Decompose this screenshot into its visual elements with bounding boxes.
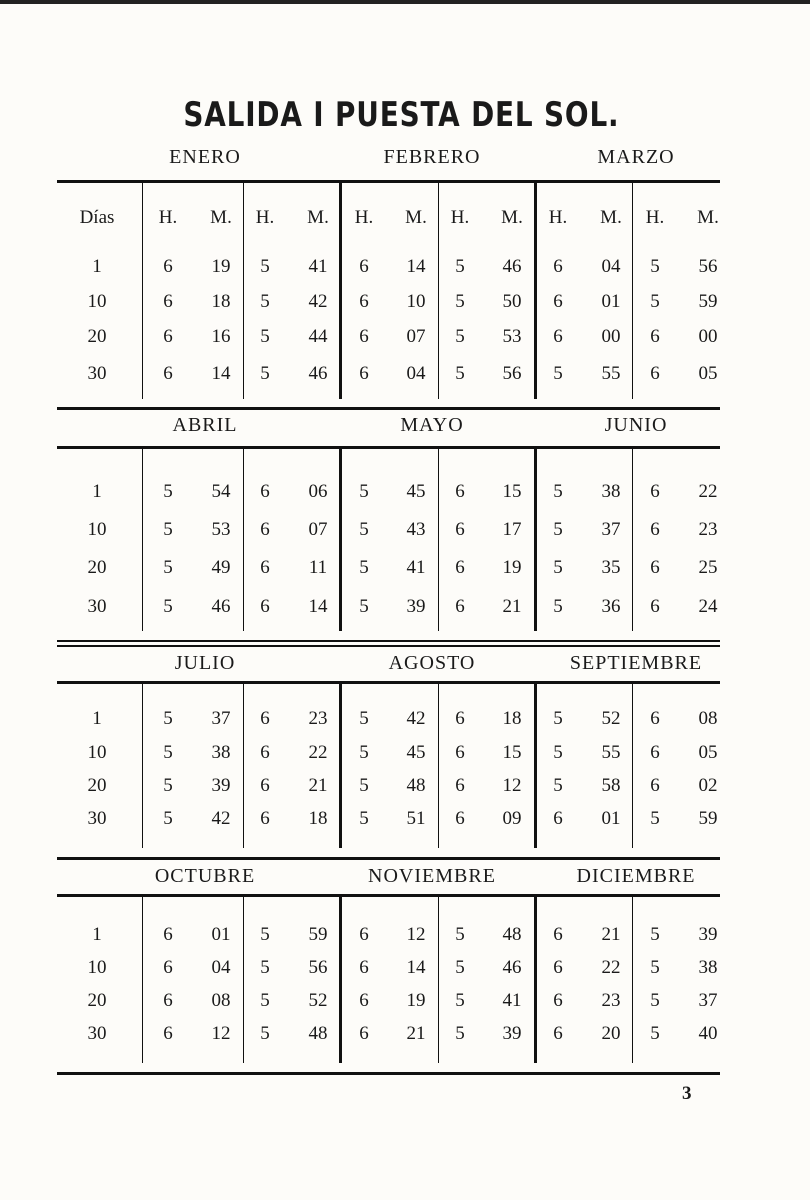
time-value: 12 bbox=[406, 924, 426, 945]
time-value: 5 bbox=[260, 363, 270, 384]
time-value: 35 bbox=[601, 557, 621, 578]
time-value: 56 bbox=[502, 363, 522, 384]
time-value: 10 bbox=[406, 291, 426, 312]
day-label: 20 bbox=[87, 990, 107, 1011]
time-value: 6 bbox=[553, 924, 563, 945]
time-value: 18 bbox=[502, 708, 522, 729]
time-value: 53 bbox=[211, 519, 231, 540]
day-label: 10 bbox=[87, 291, 107, 312]
time-value: 05 bbox=[698, 742, 718, 763]
time-value: 6 bbox=[260, 481, 270, 502]
time-value: 6 bbox=[359, 957, 369, 978]
time-value: 53 bbox=[502, 326, 522, 347]
time-value: 01 bbox=[601, 808, 621, 829]
day-label: 1 bbox=[92, 708, 102, 729]
column-header: H. bbox=[158, 207, 178, 228]
time-value: 19 bbox=[502, 557, 522, 578]
time-value: 07 bbox=[308, 519, 328, 540]
column-header: M. bbox=[600, 207, 622, 228]
time-value: 59 bbox=[308, 924, 328, 945]
time-value: 55 bbox=[601, 742, 621, 763]
time-value: 23 bbox=[308, 708, 328, 729]
time-value: 12 bbox=[502, 775, 522, 796]
time-value: 6 bbox=[260, 557, 270, 578]
page-number: 3 bbox=[682, 1083, 692, 1104]
time-value: 25 bbox=[698, 557, 718, 578]
month-label: JUNIO bbox=[604, 414, 668, 436]
time-value: 5 bbox=[650, 808, 660, 829]
column-header: H. bbox=[645, 207, 665, 228]
page-title: SALIDA I PUESTA DEL SOL. bbox=[183, 95, 620, 135]
time-value: 41 bbox=[308, 256, 328, 277]
time-value: 22 bbox=[601, 957, 621, 978]
time-value: 5 bbox=[553, 557, 563, 578]
time-value: 46 bbox=[211, 596, 231, 617]
time-value: 5 bbox=[359, 519, 369, 540]
time-value: 5 bbox=[163, 596, 173, 617]
time-value: 45 bbox=[406, 481, 426, 502]
time-value: 01 bbox=[601, 291, 621, 312]
time-value: 19 bbox=[211, 256, 231, 277]
time-value: 24 bbox=[698, 596, 718, 617]
time-value: 5 bbox=[455, 256, 465, 277]
time-value: 6 bbox=[650, 557, 660, 578]
column-header: M. bbox=[405, 207, 427, 228]
time-value: 21 bbox=[406, 1023, 426, 1044]
time-value: 59 bbox=[698, 808, 718, 829]
month-label: AGOSTO bbox=[388, 652, 476, 674]
time-value: 6 bbox=[163, 256, 173, 277]
time-value: 06 bbox=[308, 481, 328, 502]
time-value: 04 bbox=[211, 957, 231, 978]
time-value: 5 bbox=[359, 808, 369, 829]
month-label: SEPTIEMBRE bbox=[569, 652, 703, 674]
time-value: 5 bbox=[359, 708, 369, 729]
time-value: 39 bbox=[406, 596, 426, 617]
time-value: 40 bbox=[698, 1023, 718, 1044]
time-value: 5 bbox=[163, 481, 173, 502]
time-value: 6 bbox=[260, 519, 270, 540]
section-top-rule bbox=[57, 894, 720, 897]
time-value: 18 bbox=[308, 808, 328, 829]
time-value: 12 bbox=[211, 1023, 231, 1044]
time-value: 6 bbox=[650, 326, 660, 347]
time-value: 6 bbox=[455, 808, 465, 829]
time-value: 46 bbox=[502, 256, 522, 277]
month-label: OCTUBRE bbox=[154, 865, 256, 887]
day-label: 1 bbox=[92, 924, 102, 945]
month-label: NOVIEMBRE bbox=[368, 865, 496, 887]
time-value: 54 bbox=[211, 481, 231, 502]
time-value: 01 bbox=[211, 924, 231, 945]
time-value: 14 bbox=[211, 363, 231, 384]
time-value: 6 bbox=[650, 519, 660, 540]
time-value: 6 bbox=[359, 990, 369, 1011]
time-value: 6 bbox=[260, 708, 270, 729]
column-header: H. bbox=[450, 207, 470, 228]
time-value: 04 bbox=[601, 256, 621, 277]
time-value: 49 bbox=[211, 557, 231, 578]
time-value: 11 bbox=[308, 557, 328, 578]
time-value: 5 bbox=[650, 990, 660, 1011]
time-value: 22 bbox=[698, 481, 718, 502]
time-value: 02 bbox=[698, 775, 718, 796]
month-label: MARZO bbox=[597, 146, 675, 168]
time-value: 20 bbox=[601, 1023, 621, 1044]
time-value: 00 bbox=[698, 326, 718, 347]
time-value: 23 bbox=[698, 519, 718, 540]
time-value: 6 bbox=[455, 481, 465, 502]
time-value: 5 bbox=[359, 557, 369, 578]
time-value: 5 bbox=[163, 557, 173, 578]
column-header-days: Días bbox=[79, 207, 115, 228]
time-value: 38 bbox=[698, 957, 718, 978]
time-value: 6 bbox=[359, 363, 369, 384]
time-value: 39 bbox=[502, 1023, 522, 1044]
time-value: 5 bbox=[163, 775, 173, 796]
month-label: MAYO bbox=[400, 414, 464, 436]
time-value: 21 bbox=[601, 924, 621, 945]
month-label: ENERO bbox=[169, 146, 241, 168]
time-value: 05 bbox=[698, 363, 718, 384]
time-value: 00 bbox=[601, 326, 621, 347]
time-value: 44 bbox=[308, 326, 328, 347]
time-value: 6 bbox=[163, 363, 173, 384]
time-value: 50 bbox=[502, 291, 522, 312]
time-value: 38 bbox=[601, 481, 621, 502]
time-value: 14 bbox=[406, 957, 426, 978]
time-value: 5 bbox=[163, 742, 173, 763]
time-value: 5 bbox=[455, 291, 465, 312]
time-value: 6 bbox=[650, 742, 660, 763]
time-value: 42 bbox=[308, 291, 328, 312]
time-value: 39 bbox=[698, 924, 718, 945]
time-value: 04 bbox=[406, 363, 426, 384]
time-value: 5 bbox=[650, 957, 660, 978]
time-value: 6 bbox=[260, 742, 270, 763]
month-label: DICIEMBRE bbox=[576, 865, 696, 887]
time-value: 52 bbox=[601, 708, 621, 729]
time-value: 39 bbox=[211, 775, 231, 796]
time-value: 6 bbox=[260, 775, 270, 796]
time-value: 6 bbox=[553, 256, 563, 277]
time-value: 36 bbox=[601, 596, 621, 617]
column-header: H. bbox=[354, 207, 374, 228]
time-value: 23 bbox=[601, 990, 621, 1011]
time-value: 6 bbox=[553, 326, 563, 347]
time-value: 6 bbox=[163, 924, 173, 945]
time-value: 22 bbox=[308, 742, 328, 763]
time-value: 5 bbox=[455, 363, 465, 384]
time-value: 15 bbox=[502, 742, 522, 763]
time-value: 6 bbox=[553, 291, 563, 312]
time-value: 6 bbox=[455, 742, 465, 763]
time-value: 5 bbox=[260, 326, 270, 347]
time-value: 6 bbox=[455, 557, 465, 578]
time-value: 5 bbox=[553, 596, 563, 617]
section-bottom-rule bbox=[57, 1072, 720, 1075]
time-value: 6 bbox=[553, 1023, 563, 1044]
time-value: 5 bbox=[553, 742, 563, 763]
time-value: 6 bbox=[650, 363, 660, 384]
time-value: 5 bbox=[455, 1023, 465, 1044]
column-header: M. bbox=[501, 207, 523, 228]
section-separator-rule bbox=[57, 858, 720, 860]
time-value: 5 bbox=[650, 256, 660, 277]
time-value: 5 bbox=[163, 519, 173, 540]
time-value: 5 bbox=[553, 708, 563, 729]
time-value: 07 bbox=[406, 326, 426, 347]
time-value: 59 bbox=[698, 291, 718, 312]
day-label: 30 bbox=[87, 808, 107, 829]
time-value: 6 bbox=[359, 291, 369, 312]
time-value: 42 bbox=[406, 708, 426, 729]
day-label: 1 bbox=[92, 256, 102, 277]
time-value: 5 bbox=[455, 326, 465, 347]
time-value: 46 bbox=[502, 957, 522, 978]
section-top-rule bbox=[57, 446, 720, 449]
time-value: 6 bbox=[260, 596, 270, 617]
time-value: 5 bbox=[650, 924, 660, 945]
section-separator-rule bbox=[57, 407, 720, 409]
time-value: 58 bbox=[601, 775, 621, 796]
time-value: 38 bbox=[211, 742, 231, 763]
column-header: M. bbox=[307, 207, 329, 228]
time-value: 46 bbox=[308, 363, 328, 384]
time-value: 21 bbox=[502, 596, 522, 617]
time-value: 6 bbox=[553, 990, 563, 1011]
time-value: 6 bbox=[553, 808, 563, 829]
time-value: 6 bbox=[359, 924, 369, 945]
time-value: 6 bbox=[163, 291, 173, 312]
month-label: JULIO bbox=[174, 652, 236, 674]
day-label: 10 bbox=[87, 957, 107, 978]
column-header: M. bbox=[697, 207, 719, 228]
time-value: 5 bbox=[650, 1023, 660, 1044]
time-value: 6 bbox=[359, 256, 369, 277]
time-value: 5 bbox=[359, 775, 369, 796]
time-value: 6 bbox=[455, 708, 465, 729]
time-value: 5 bbox=[260, 1023, 270, 1044]
column-header: H. bbox=[548, 207, 568, 228]
time-value: 5 bbox=[260, 256, 270, 277]
time-value: 5 bbox=[553, 363, 563, 384]
time-value: 6 bbox=[650, 481, 660, 502]
time-value: 43 bbox=[406, 519, 426, 540]
time-value: 37 bbox=[698, 990, 718, 1011]
time-value: 6 bbox=[163, 990, 173, 1011]
time-value: 55 bbox=[601, 363, 621, 384]
time-value: 41 bbox=[406, 557, 426, 578]
time-value: 6 bbox=[359, 326, 369, 347]
time-value: 37 bbox=[211, 708, 231, 729]
time-value: 5 bbox=[260, 957, 270, 978]
time-value: 6 bbox=[163, 1023, 173, 1044]
time-value: 6 bbox=[455, 596, 465, 617]
time-value: 21 bbox=[308, 775, 328, 796]
time-value: 6 bbox=[359, 1023, 369, 1044]
section-separator-rule bbox=[57, 645, 720, 647]
time-value: 14 bbox=[308, 596, 328, 617]
time-value: 48 bbox=[308, 1023, 328, 1044]
section-bottom-rule bbox=[57, 640, 720, 642]
time-value: 5 bbox=[163, 708, 173, 729]
time-value: 45 bbox=[406, 742, 426, 763]
day-label: 1 bbox=[92, 481, 102, 502]
day-label: 10 bbox=[87, 519, 107, 540]
time-value: 5 bbox=[455, 957, 465, 978]
month-label: FEBRERO bbox=[383, 146, 481, 168]
day-label: 20 bbox=[87, 557, 107, 578]
day-label: 20 bbox=[87, 775, 107, 796]
time-value: 41 bbox=[502, 990, 522, 1011]
time-value: 5 bbox=[163, 808, 173, 829]
time-value: 56 bbox=[698, 256, 718, 277]
day-label: 10 bbox=[87, 742, 107, 763]
time-value: 6 bbox=[553, 957, 563, 978]
time-value: 14 bbox=[406, 256, 426, 277]
time-value: 6 bbox=[163, 957, 173, 978]
time-value: 48 bbox=[406, 775, 426, 796]
time-value: 15 bbox=[502, 481, 522, 502]
time-value: 48 bbox=[502, 924, 522, 945]
time-value: 5 bbox=[455, 924, 465, 945]
time-value: 19 bbox=[406, 990, 426, 1011]
time-value: 6 bbox=[455, 519, 465, 540]
time-value: 08 bbox=[698, 708, 718, 729]
time-value: 5 bbox=[359, 742, 369, 763]
time-value: 6 bbox=[650, 775, 660, 796]
time-value: 16 bbox=[211, 326, 231, 347]
time-value: 5 bbox=[260, 924, 270, 945]
time-value: 6 bbox=[650, 596, 660, 617]
time-value: 5 bbox=[359, 481, 369, 502]
month-label: ABRIL bbox=[172, 414, 238, 436]
time-value: 18 bbox=[211, 291, 231, 312]
column-header: M. bbox=[210, 207, 232, 228]
time-value: 08 bbox=[211, 990, 231, 1011]
day-label: 30 bbox=[87, 1023, 107, 1044]
day-label: 30 bbox=[87, 596, 107, 617]
time-value: 52 bbox=[308, 990, 328, 1011]
time-value: 5 bbox=[260, 291, 270, 312]
time-value: 6 bbox=[260, 808, 270, 829]
time-value: 5 bbox=[553, 481, 563, 502]
time-value: 37 bbox=[601, 519, 621, 540]
time-value: 6 bbox=[163, 326, 173, 347]
day-label: 30 bbox=[87, 363, 107, 384]
time-value: 5 bbox=[553, 519, 563, 540]
time-value: 5 bbox=[260, 990, 270, 1011]
time-value: 6 bbox=[650, 708, 660, 729]
time-value: 09 bbox=[502, 808, 522, 829]
time-value: 5 bbox=[553, 775, 563, 796]
column-header: H. bbox=[255, 207, 275, 228]
section-top-rule bbox=[57, 180, 720, 183]
time-value: 51 bbox=[406, 808, 426, 829]
time-value: 56 bbox=[308, 957, 328, 978]
time-value: 5 bbox=[650, 291, 660, 312]
time-value: 17 bbox=[502, 519, 522, 540]
time-value: 5 bbox=[455, 990, 465, 1011]
time-value: 42 bbox=[211, 808, 231, 829]
section-top-rule bbox=[57, 681, 720, 684]
time-value: 5 bbox=[359, 596, 369, 617]
day-label: 20 bbox=[87, 326, 107, 347]
time-value: 6 bbox=[455, 775, 465, 796]
